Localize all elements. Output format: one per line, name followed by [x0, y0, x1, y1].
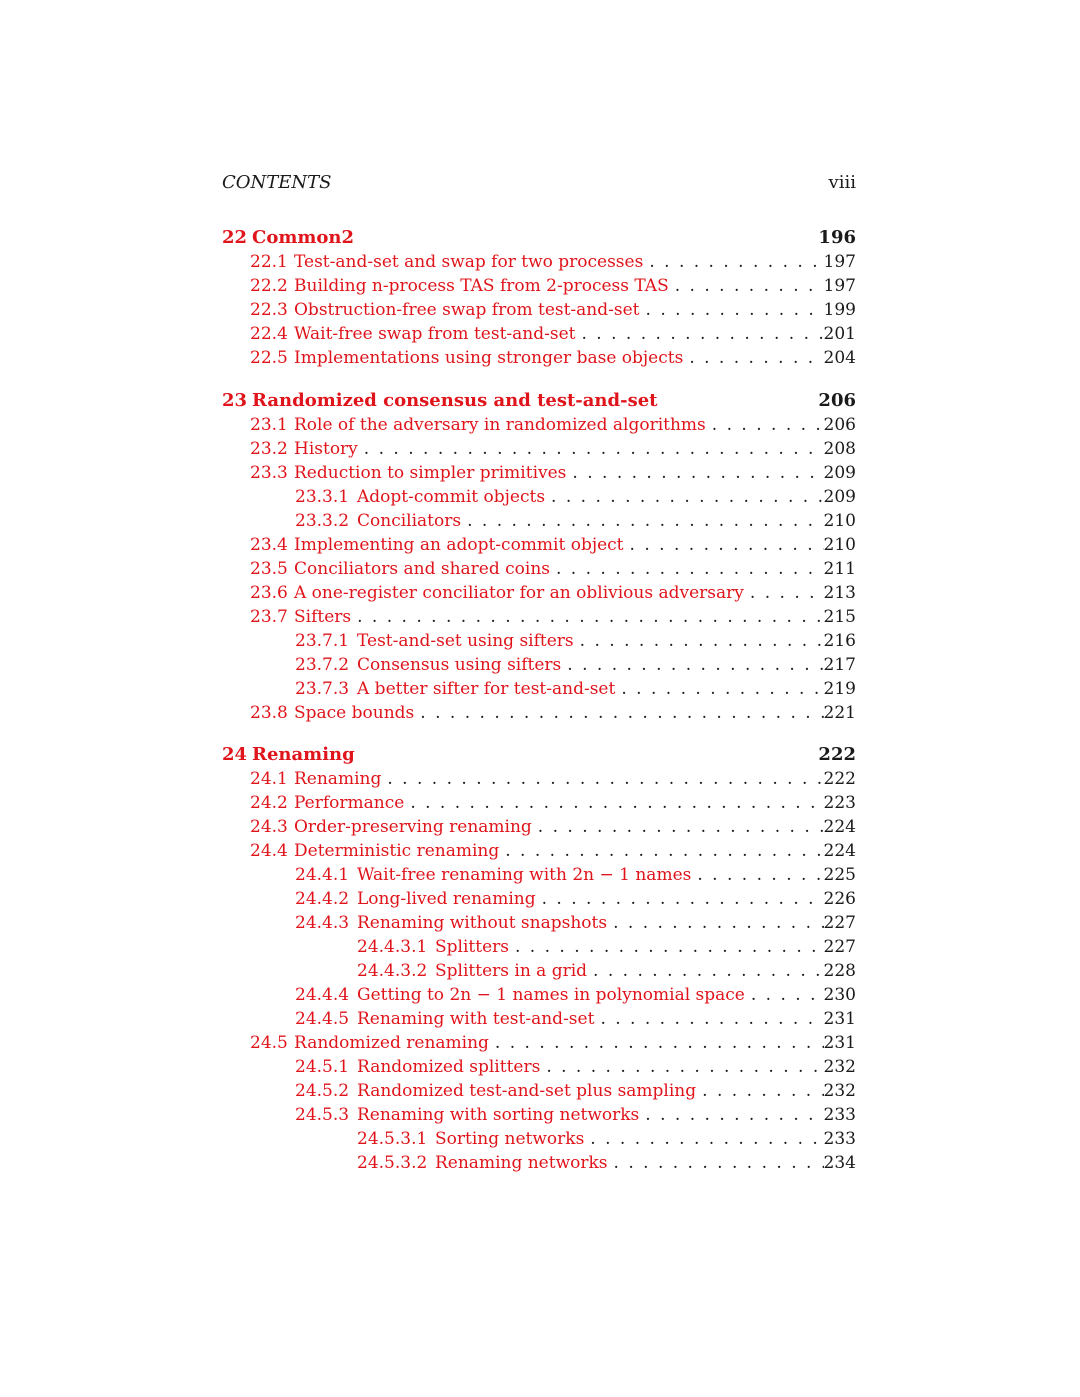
toc-entry-number[interactable]: 24.5.3.2: [357, 1153, 428, 1173]
toc-section-entry[interactable]: [222, 983, 856, 1007]
toc-entry-title[interactable]: Renaming without snapshots: [357, 913, 608, 933]
toc-entry-title[interactable]: Wait-free swap from test-and-set: [294, 324, 576, 344]
toc-entry-number[interactable]: 24.5.3.1: [357, 1129, 428, 1149]
toc-entry-title[interactable]: Randomized test-and-set plus sampling: [357, 1081, 697, 1101]
toc-section-entry[interactable]: [222, 701, 856, 725]
toc-entry-number[interactable]: 23.7.1: [295, 631, 350, 651]
toc-entry-number[interactable]: 23.5: [250, 559, 288, 579]
toc-dot-leader: [639, 1103, 823, 1127]
toc-entry-number[interactable]: 23.7: [250, 607, 288, 627]
toc-entry-title[interactable]: Obstruction-free swap from test-and-set: [294, 300, 640, 320]
toc-dot-leader: [745, 983, 824, 1007]
toc-dot-leader: [461, 509, 823, 533]
toc-section-entry[interactable]: [222, 413, 856, 437]
toc-section-entry[interactable]: [222, 911, 856, 935]
toc-entry-number[interactable]: 22.5: [250, 348, 288, 368]
toc-section-entry[interactable]: [222, 1103, 856, 1127]
toc-entry-title[interactable]: Splitters in a grid: [435, 961, 588, 981]
toc-entry-number[interactable]: 22.2: [250, 276, 288, 296]
toc-dot-leader: [744, 581, 824, 605]
toc-entry-title[interactable]: Space bounds: [294, 703, 415, 723]
toc-entry-title[interactable]: Consensus using sifters: [357, 655, 562, 675]
toc-dot-leader: [561, 653, 823, 677]
toc-section-entry[interactable]: [222, 1007, 856, 1031]
toc-section-entry[interactable]: [222, 791, 856, 815]
toc-entry-title[interactable]: Renaming: [294, 769, 382, 789]
toc-dot-leader: [706, 413, 824, 437]
toc-entry-page-number[interactable]: 206: [818, 390, 856, 411]
toc-entry-title[interactable]: Renaming with sorting networks: [357, 1105, 640, 1125]
toc-dot-leader: [381, 767, 823, 791]
toc-dot-leader: [358, 437, 824, 461]
toc-entry-page-number[interactable]: 233: [823, 1105, 856, 1125]
toc-section-entry[interactable]: [222, 839, 856, 863]
toc-entry-page-number[interactable]: 209: [823, 463, 856, 483]
toc-dot-leader: [575, 322, 823, 346]
toc-section-entry[interactable]: [222, 887, 856, 911]
toc-entry-title[interactable]: Test-and-set and swap for two processes: [294, 252, 644, 272]
toc-entry-number[interactable]: 23.7.3: [295, 679, 350, 699]
toc-entry-page-number[interactable]: 221: [823, 703, 856, 723]
toc-entry-number[interactable]: 22.4: [250, 324, 288, 344]
toc-entry-number[interactable]: 23.7.2: [295, 655, 350, 675]
toc-entry-title[interactable]: Renaming: [252, 744, 355, 765]
toc-dot-leader: [587, 959, 824, 983]
toc-entry-number[interactable]: 23.3: [250, 463, 288, 483]
toc-dot-leader: [607, 911, 823, 935]
toc-entry-title[interactable]: History: [294, 439, 358, 459]
toc-entry-title[interactable]: Building n-process TAS from 2-process TAS: [294, 276, 669, 296]
toc-entry-page-number[interactable]: 222: [818, 744, 856, 765]
toc-section-entry[interactable]: [222, 863, 856, 887]
toc-dot-leader: [489, 1031, 824, 1055]
toc-dot-leader: [643, 250, 823, 274]
toc-section-entry[interactable]: [222, 437, 856, 461]
toc-entry-title[interactable]: Renaming with test-and-set: [357, 1009, 595, 1029]
toc-section-entry[interactable]: [222, 322, 856, 346]
toc-dot-leader: [608, 1151, 824, 1175]
toc-entry-title[interactable]: Role of the adversary in randomized algorithms: [294, 415, 706, 435]
toc-chapter-entry[interactable]: [222, 226, 856, 250]
toc-entry-page-number[interactable]: 197: [823, 252, 856, 272]
toc-entry-number[interactable]: 24.2: [250, 793, 288, 813]
toc-dot-leader: [540, 1055, 823, 1079]
toc-entry-page-number[interactable]: 222: [823, 769, 856, 789]
toc-entry-title[interactable]: Common2: [252, 227, 355, 248]
toc-entry-title[interactable]: Conciliators: [357, 511, 462, 531]
toc-entry-number[interactable]: 23.3.1: [295, 487, 350, 507]
toc-section-entry[interactable]: [222, 485, 856, 509]
toc-entry-title[interactable]: Renaming networks: [435, 1153, 608, 1173]
toc-dot-leader: [594, 1007, 823, 1031]
toc-entry-title[interactable]: Sifters: [294, 607, 352, 627]
toc-entry-page-number[interactable]: 228: [823, 961, 856, 981]
toc-dot-leader: [574, 629, 824, 653]
toc-entry-page-number[interactable]: 204: [823, 348, 856, 368]
toc-section-entry[interactable]: [222, 605, 856, 629]
toc-entry-page-number[interactable]: 224: [823, 841, 856, 861]
toc-entry-page-number[interactable]: 208: [823, 439, 856, 459]
toc-entry-number[interactable]: 23.4: [250, 535, 288, 555]
toc-entry-page-number[interactable]: 201: [823, 324, 856, 344]
toc-entry-page-number[interactable]: 197: [823, 276, 856, 296]
toc-dot-leader: [404, 791, 823, 815]
toc-section-entry[interactable]: [222, 677, 856, 701]
toc-dot-leader: [584, 1127, 823, 1151]
toc-entry-number[interactable]: 24.4.3.2: [357, 961, 428, 981]
toc-entry-title[interactable]: A one-register conciliator for an oblivious adversary: [294, 583, 744, 603]
toc-entry-number[interactable]: 24.4.2: [295, 889, 350, 909]
toc-entry-page-number[interactable]: 209: [823, 487, 856, 507]
toc-section-entry[interactable]: [222, 1055, 856, 1079]
toc-entry-number[interactable]: 22.3: [250, 300, 288, 320]
toc-entry-page-number[interactable]: 210: [823, 511, 856, 531]
toc-section-entry[interactable]: [222, 298, 856, 322]
toc-entry-page-number[interactable]: 227: [823, 937, 856, 957]
toc-dot-leader: [696, 1079, 823, 1103]
toc-dot-leader: [499, 839, 823, 863]
toc-entry-page-number[interactable]: 234: [823, 1153, 856, 1173]
toc-entry-title[interactable]: Splitters: [435, 937, 509, 957]
toc-section-entry[interactable]: [222, 959, 856, 983]
toc-entry-page-number[interactable]: 206: [823, 415, 856, 435]
toc-dot-leader: [669, 274, 824, 298]
toc-section-entry[interactable]: [222, 1031, 856, 1055]
toc-entry-page-number[interactable]: 217: [823, 655, 856, 675]
toc-section-entry[interactable]: [222, 509, 856, 533]
toc-entry-page-number[interactable]: 210: [823, 535, 856, 555]
toc-entry-title[interactable]: Randomized renaming: [294, 1033, 489, 1053]
toc-entry-page-number[interactable]: 199: [823, 300, 856, 320]
toc-section-entry[interactable]: [222, 629, 856, 653]
toc-entry-number[interactable]: 23.3.2: [295, 511, 350, 531]
toc-entry-number[interactable]: 24.1: [250, 769, 288, 789]
toc-section-entry[interactable]: [222, 935, 856, 959]
toc-dot-leader: [691, 863, 823, 887]
toc-entry-number[interactable]: 23.6: [250, 583, 288, 603]
toc-entry-number[interactable]: 24.4.4: [295, 985, 350, 1005]
toc-chapter-entry[interactable]: [222, 743, 856, 767]
toc-entry-number[interactable]: 23.8: [250, 703, 288, 723]
toc-entry-title[interactable]: Reduction to simpler primitives: [294, 463, 567, 483]
toc-entry-title[interactable]: Implementations using stronger base objects: [294, 348, 684, 368]
toc-entry-title[interactable]: Randomized consensus and test-and-set: [252, 390, 658, 411]
toc-entry-title[interactable]: Test-and-set using sifters: [357, 631, 574, 651]
toc-dot-leader: [550, 557, 824, 581]
toc-dot-leader: [624, 533, 824, 557]
toc-entry-page-number[interactable]: 213: [823, 583, 856, 603]
toc-dot-leader: [545, 485, 824, 509]
toc-entry-title[interactable]: Implementing an adopt-commit object: [294, 535, 624, 555]
toc-chapter-entry[interactable]: [222, 389, 856, 413]
toc-section-entry[interactable]: [222, 461, 856, 485]
toc-entry-title[interactable]: Order-preserving renaming: [294, 817, 532, 837]
toc-entry-page-number[interactable]: 230: [823, 985, 856, 1005]
toc-section-entry[interactable]: [222, 346, 856, 370]
toc-entry-title[interactable]: Performance: [294, 793, 405, 813]
toc-entry-title[interactable]: Sorting networks: [435, 1129, 585, 1149]
toc-entry-title[interactable]: Conciliators and shared coins: [294, 559, 550, 579]
toc-entry-page-number[interactable]: 215: [823, 607, 856, 627]
toc-entry-number[interactable]: 24.4.5: [295, 1009, 350, 1029]
toc-entry-title[interactable]: Randomized splitters: [357, 1057, 541, 1077]
running-head-title: CONTENTS: [222, 172, 332, 193]
toc-dot-leader: [566, 461, 823, 485]
toc-section-entry[interactable]: [222, 653, 856, 677]
toc-entry-number[interactable]: 22: [222, 227, 248, 248]
toc-entry-page-number[interactable]: 211: [823, 559, 856, 579]
toc-entry-page-number[interactable]: 196: [818, 227, 856, 248]
toc-entry-title[interactable]: Wait-free renaming with 2n − 1 names: [357, 865, 692, 885]
toc-entry-title[interactable]: Deterministic renaming: [294, 841, 500, 861]
toc-entry-page-number[interactable]: 226: [823, 889, 856, 909]
toc-section-entry[interactable]: [222, 1127, 856, 1151]
toc-section-entry[interactable]: [222, 274, 856, 298]
toc-entry-page-number[interactable]: 232: [823, 1057, 856, 1077]
toc-entry-page-number[interactable]: 225: [823, 865, 856, 885]
toc-entry-number[interactable]: 24.5.2: [295, 1081, 350, 1101]
toc-dot-leader: [683, 346, 823, 370]
toc-entry-number[interactable]: 24.4.1: [295, 865, 350, 885]
toc-section-entry[interactable]: [222, 767, 856, 791]
toc-section-entry[interactable]: [222, 557, 856, 581]
toc-entry-title[interactable]: Getting to 2n − 1 names in polynomial space: [357, 985, 745, 1005]
toc-entry-number[interactable]: 24.4.3: [295, 913, 350, 933]
toc-section-entry[interactable]: [222, 250, 856, 274]
toc-section-entry[interactable]: [222, 1079, 856, 1103]
toc-entry-page-number[interactable]: 224: [823, 817, 856, 837]
toc-entry-page-number[interactable]: 227: [823, 913, 856, 933]
toc-section-entry[interactable]: [222, 581, 856, 605]
toc-entry-title[interactable]: Adopt-commit objects: [357, 487, 546, 507]
toc-entry-number[interactable]: 24.5: [250, 1033, 288, 1053]
toc-section-entry[interactable]: [222, 815, 856, 839]
toc-entry-page-number[interactable]: 232: [823, 1081, 856, 1101]
toc-section-entry[interactable]: [222, 1151, 856, 1175]
running-head-page-number: viii: [828, 172, 856, 193]
toc-dot-leader: [414, 701, 823, 725]
toc-entry-page-number[interactable]: 216: [823, 631, 856, 651]
toc-entry-title[interactable]: Long-lived renaming: [357, 889, 536, 909]
running-head: [222, 172, 856, 196]
toc-entry-number[interactable]: 24.3: [250, 817, 288, 837]
toc-section-entry[interactable]: [222, 533, 856, 557]
toc-entry-number[interactable]: 24: [222, 744, 248, 765]
toc-dot-leader: [532, 815, 824, 839]
toc-entry-page-number[interactable]: 223: [823, 793, 856, 813]
toc-entry-number[interactable]: 24.4: [250, 841, 288, 861]
toc-dot-leader: [615, 677, 823, 701]
toc-dot-leader: [640, 298, 824, 322]
toc-entry-number[interactable]: 24.5.1: [295, 1057, 350, 1077]
toc-entry-number[interactable]: 23.2: [250, 439, 288, 459]
toc-entry-page-number[interactable]: 231: [823, 1009, 856, 1029]
toc-dot-leader: [351, 605, 823, 629]
toc-entry-number[interactable]: 24.4.3.1: [357, 937, 428, 957]
toc-dot-leader: [509, 935, 824, 959]
toc-entry-number[interactable]: 22.1: [250, 252, 288, 272]
toc-entry-page-number[interactable]: 233: [823, 1129, 856, 1149]
toc-entry-title[interactable]: A better sifter for test-and-set: [357, 679, 616, 699]
toc-entry-number[interactable]: 24.5.3: [295, 1105, 350, 1125]
toc-entry-number[interactable]: 23: [222, 390, 248, 411]
toc-dot-leader: [536, 887, 824, 911]
toc-entry-number[interactable]: 23.1: [250, 415, 288, 435]
toc-entry-page-number[interactable]: 219: [823, 679, 856, 699]
toc-entry-page-number[interactable]: 231: [823, 1033, 856, 1053]
